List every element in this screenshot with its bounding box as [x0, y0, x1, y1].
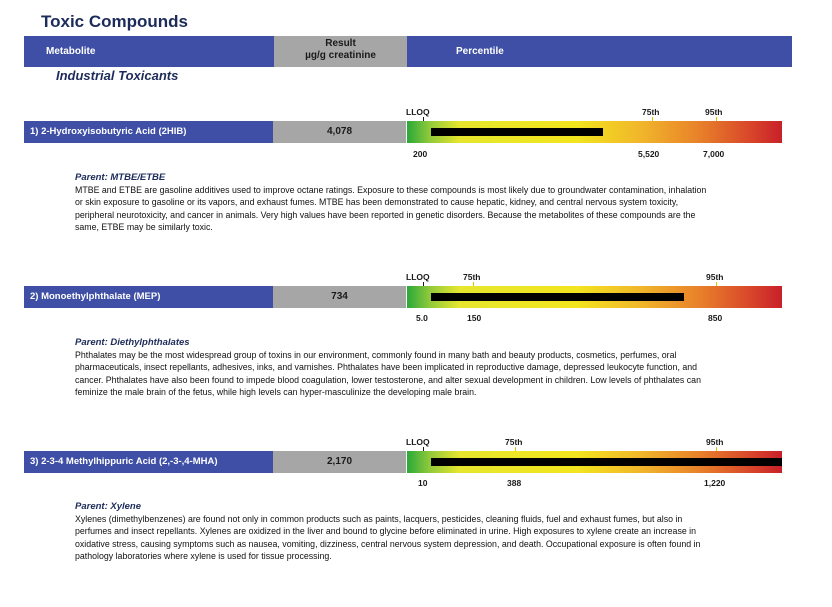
result-cell: [273, 121, 406, 143]
header-result-cell: [274, 36, 407, 67]
compound-row: [24, 451, 782, 473]
result-value: 4,078: [326, 126, 353, 137]
percentile-gradient: [407, 121, 782, 143]
result-cell: [273, 451, 406, 473]
scale-lloq-value: 200: [413, 149, 428, 159]
header-percentile-label: Percentile: [456, 46, 504, 57]
result-bar: [431, 458, 782, 466]
scale-95th-value: 1,220: [704, 478, 726, 488]
scale-75th-value: 150: [467, 313, 482, 323]
header-metabolite-label: Metabolite: [46, 46, 96, 57]
compound-name: 2) Monoethylphthalate (MEP): [30, 291, 161, 302]
marker-95th-label: 95th: [705, 107, 723, 117]
scale-lloq-value: 10: [418, 478, 428, 488]
result-cell: [273, 286, 406, 308]
marker-75th-label: 75th: [463, 272, 481, 282]
header-percentile-cell: [407, 36, 792, 67]
percentile-gradient: [407, 451, 782, 473]
result-value: 2,170: [326, 456, 353, 467]
scale-lloq-value: 5.0: [416, 313, 428, 323]
marker-lloq-label: LLOQ: [406, 107, 430, 117]
page-title: Toxic Compounds: [41, 12, 189, 31]
compound-description: Xylenes (dimethylbenzenes) are found not only in common products such as paints, lacquers, pesticides, cleaning fluids, fuel and exhaust fumes, but also in perfumes and insect repellants. Xylenes are oxidized in the liver and bound to glycine before eliminated in urine. High exposures to xylene create an increase in oxidative stress, causing symptoms such as nausea, vomiting, dizziness, central nervous system depression, and death. Occupational exposure is often found in pathology laboratories where xylene is used for tissue processing.: [75, 514, 701, 561]
compound-row: [24, 121, 782, 143]
scale-95th-value: 850: [708, 313, 723, 323]
compound-name: 1) 2-Hydroxyisobutyric Acid (2HIB): [30, 126, 187, 137]
marker-95th-label: 95th: [706, 437, 724, 447]
result-bar: [431, 128, 603, 136]
header-result-line1: Result: [325, 38, 356, 49]
header-result-label: [274, 38, 407, 62]
result-value: 734: [331, 291, 348, 302]
marker-95th-label: 95th: [706, 272, 724, 282]
percentile-gradient: [407, 286, 782, 308]
compound-name-cell: [24, 121, 273, 143]
compound-name-cell: [24, 451, 273, 473]
marker-75th-label: 75th: [505, 437, 523, 447]
compound-name-cell: [24, 286, 273, 308]
scale-75th-value: 5,520: [638, 149, 660, 159]
parent-compound: Parent: Diethylphthalates: [75, 337, 190, 348]
section-title: Industrial Toxicants: [56, 68, 179, 83]
compound-description: Phthalates may be the most widespread group of toxins in our environment, commonly found in many bath and beauty products, cosmetics, perfumes, oral pharmaceuticals, insect repellants, adhesives, inks, and varnishes. Phthalates have been implicated in reproductive damage, depressed leukocyte function, and cancer. Phthalates have also been found to impede blood coagulation, lower testosterone, and alter sexual development in children. Low levels of phthalates can feminize the male brain of the fetus, while high levels can hyper-masculinize the developing male brain.: [75, 350, 701, 397]
marker-75th-label: 75th: [642, 107, 660, 117]
scale-95th-value: 7,000: [703, 149, 725, 159]
table-header: [24, 36, 792, 67]
compound-row: [24, 286, 782, 308]
marker-lloq-label: LLOQ: [406, 437, 430, 447]
result-bar: [431, 293, 684, 301]
compound-name: 3) 2-3-4 Methylhippuric Acid (2,-3-,4-MHA): [30, 456, 218, 467]
scale-75th-value: 388: [507, 478, 522, 488]
header-metabolite-cell: [24, 36, 274, 67]
marker-lloq-label: LLOQ: [406, 272, 430, 282]
parent-compound: Parent: MTBE/ETBE: [75, 172, 166, 183]
header-result-line2: µg/g creatinine: [305, 50, 376, 61]
compound-description: MTBE and ETBE are gasoline additives used to improve octane ratings. Exposure to these compounds is most likely due to groundwater contamination, inhalation or skin exposure to gasoline or its vapors, and exhaust fumes. MTBE has been demonstrated to cause hepatic, kidney, and central nervous system toxicity, peripheral neurotoxicity, and cancer in animals. Very high values have been reported in genetic disorders. Because the metabolites of these compounds are the same, ETBE may be similarly toxic.: [75, 185, 707, 232]
parent-compound: Parent: Xylene: [75, 501, 141, 512]
